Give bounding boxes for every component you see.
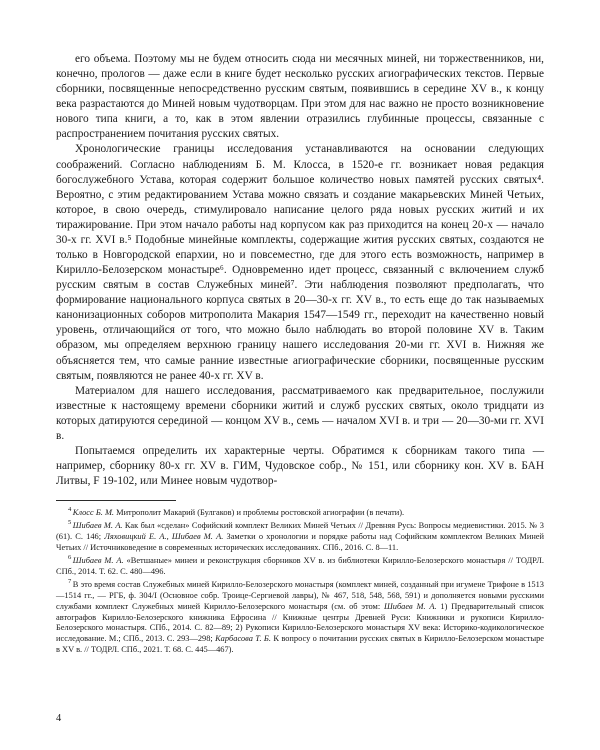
paragraph-2: Хронологические границы исследования устанавливаются на основании следующих соображений. Согласно наблюдениям Б. М. Клосса, в 1520-е гг. возникает новая редакция богослужебного Устава, которая содержит большое количество новых памятей русских святых⁴. Вероятно, с этим редактированием Устава можно связать и создание макарьевских Миней Четьих, которое, в свою очередь, стимулировало написание целого ряда новых русских житий и их тиражирование. При этом начало работы над корпусом как раз приходится на конец 20-х — начало 30-х гг. XVI в.⁵ Подобные минейные комплекты, содержащие жития русских святых, создаются не только в Новгородской епархии, но и повсеместно, где для этого есть возможность, например в Кирилло-Белозерском монастыре⁶. Одновременно идет процесс, связанный с включением служб русским святым в состав Служебных миней⁷. Эти наблюдения позволяют предполагать, что формирование национального корпуса святых в 20—30-х гг. XV в., то есть еще до так называемых канонизационных соборов митрополита Макария 1547—1549 гг., переходит на качественно новый уровень, отличающийся от того, что можно было наблюдать во второй половине XV в. Таким образом, мы определяем верхнюю границу нашего исследования 20-ми гг. XVI в. Нижняя же объясняется тем, что самые ранние известные агиографические сборники, посвященные русским святым, появляются не ранее 40-х гг. XV в. — [56, 143, 544, 382]
footnote-text: В это время состав Служебных миней Кирилло-Белозерского монастыря (комплект миней, созданный при игумене Трифоне в 1513—1514 гг., — РГБ, ф. 304/I (Основное собр. Троице-Сергиевой лавры), № 467, 518, 548, 568, 591) и дополняется новыми русскими службами комплект Служебных миней Кирилло-Белозерского монастыря (см. об этом: Шибаев М. А. 1) Предварительный список автографов Кирилло-Белозерского книжника Ефросина // Книжные центры Древней Руси: Книжники и рукописи Кирилло-Белозерского монастыря. СПб., 2014. С. 82—89; 2) Рукописи Кирилло-Белозерского монастыря XV века: Историко-кодикологическое исследование. М.; СПб., 2013. С. 293—298; Карбасова Т. Б. К вопросу о почитании русских святых в Кирилло-Белозерском монастыре в XV в. // ТОДРЛ. СПб., 2021. Т. 68. С. 445—467). — [56, 580, 544, 655]
footnote-text: Шибаев М. А. «Ветшаные» минеи и реконструкция сборников XV в. из библиотеки Кирилло-Белозерского монастыря // ТОДРЛ. СПб., 2014. Т. 62. С. 480—496. — [56, 556, 544, 576]
paragraph-1: его объема. Поэтому мы не будем относить сюда ни месячных миней, ни торжественников, ни, конечно, прологов — даже если в книге будет несколько русских агиографических текстов. Первые сборники, посвященные непосредственно русским святым, появившись в середине XV в., к концу века разрастаются до Миней новым чудотворцам. При этом для нас важно не просто возникновение нового типа книги, а то, как в этом явлении отразились глубинные процессы, связанные с распространением почитания русских святых. — [56, 53, 544, 141]
paragraph-3: Материалом для нашего исследования, рассматриваемого как предварительное, послужили известные к настоящему времени сборники житий и служб русских святых, около тридцати из которых датируются серединой — концом XV в., семь — началом XVI в. и три — 20—30-ми гг. XVI в. — [56, 384, 544, 442]
page-number: 4 — [56, 713, 62, 724]
footnote-number: 4 — [68, 506, 72, 514]
footnote-number: 6 — [68, 554, 72, 562]
footnote-separator — [56, 500, 176, 501]
footnote-text: Шибаев М. А. Как был «сделан» Софийский комплект Великих Миней Четьих // Древняя Русь: Вопросы медиевистики. 2015. № 3 (61). С. 146; Ляховицкий Е. А., Шибаев М. А. Заметки о хронологии и порядке работы над Софийским комплектом Великих Миней Четьих // Источниковедение в современных исторических исследованиях. СПб., 2016. С. 8—11. — [56, 521, 545, 552]
footnotes-block — [56, 506, 544, 656]
footnote-number: 7 — [68, 578, 72, 586]
body-text-block — [56, 52, 544, 489]
page-spacer — [56, 656, 544, 707]
footnote-6 — [56, 554, 544, 577]
footnote-text: Клосс Б. М. Митрополит Макарий (Булгаков) и проблемы ростовской агиографии (в печати). — [72, 508, 405, 518]
footnote-number: 5 — [68, 519, 72, 527]
footnote-4 — [56, 506, 544, 519]
footnote-5 — [56, 519, 544, 553]
footnote-7 — [56, 578, 544, 656]
paragraph-4: Попытаемся определить их характерные черты. Обратимся к сборникам такого типа — например, сборнику 80-х гг. XV в. ГИМ, Чудовское собр., № 151, или сборнику кон. XV в. БАН Литвы, F 19-102, или Минее новым чудотвор- — [56, 445, 544, 488]
